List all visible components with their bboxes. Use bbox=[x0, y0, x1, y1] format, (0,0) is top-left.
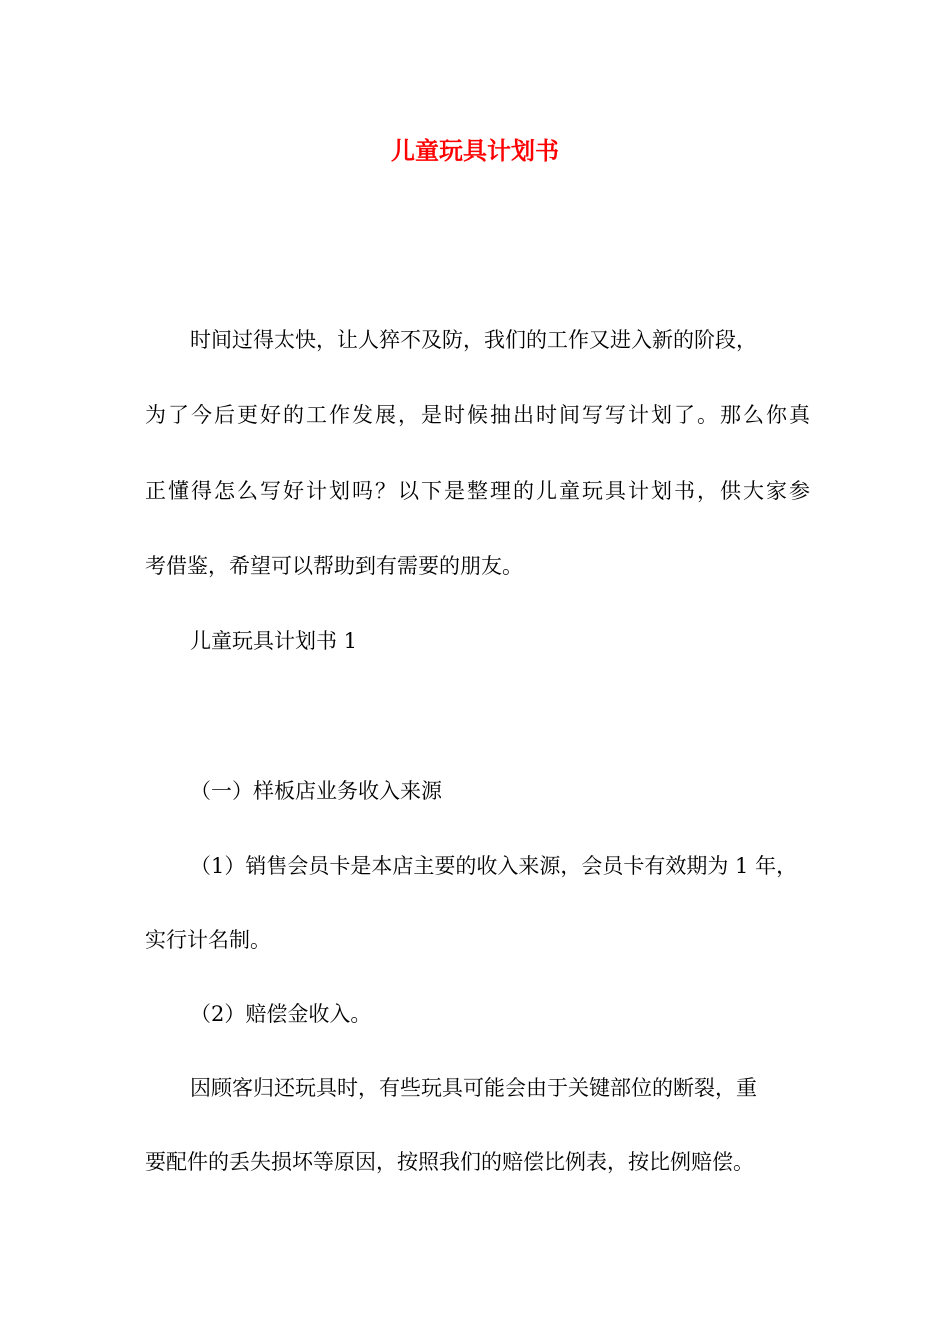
paragraph-line: （2）赔偿金收入。 bbox=[190, 1002, 372, 1026]
subsection-heading: （一）样板店业务收入来源 bbox=[190, 779, 442, 803]
paragraph-line: 正懂得怎么写好计划吗？以下是整理的儿童玩具计划书，供大家参 bbox=[145, 479, 810, 503]
paragraph-line: 要配件的丢失损坏等原因，按照我们的赔偿比例表，按比例赔偿。 bbox=[145, 1150, 754, 1174]
paragraph-line: 因顾客归还玩具时，有些玩具可能会由于关键部位的断裂，重 bbox=[190, 1076, 757, 1100]
paragraph-line: 为了今后更好的工作发展，是时候抽出时间写写计划了。那么你真 bbox=[145, 403, 810, 427]
paragraph-line: 时间过得太快，让人猝不及防，我们的工作又进入新的阶段， bbox=[190, 328, 757, 352]
section-heading: 儿童玩具计划书 1 bbox=[190, 629, 358, 653]
paragraph-line: 实行计名制。 bbox=[145, 928, 271, 952]
paragraph-line: （1）销售会员卡是本店主要的收入来源，会员卡有效期为 1 年， bbox=[190, 854, 798, 878]
document-title: 儿童玩具计划书 bbox=[391, 136, 559, 165]
paragraph-line: 考借鉴，希望可以帮助到有需要的朋友。 bbox=[145, 554, 523, 578]
